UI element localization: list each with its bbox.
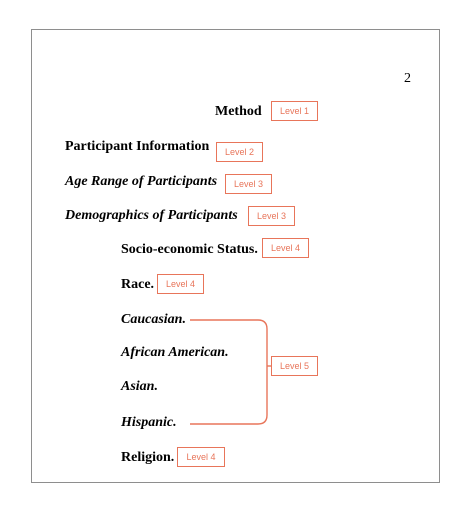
heading-method: Method [215,104,262,119]
heading-caucasian: Caucasian. [121,312,186,327]
heading-hispanic: Hispanic. [121,415,177,430]
heading-religion: Religion. [121,450,175,465]
level-1-tag: Level 1 [271,101,318,121]
level-2-tag: Level 2 [216,142,263,162]
level-3-tag-demographics: Level 3 [248,206,295,226]
level-4-tag-socioeconomic: Level 4 [262,238,309,258]
level-4-tag-religion: Level 4 [177,447,225,467]
heading-participant-information: Participant Information [65,139,210,154]
heading-race: Race. [121,277,155,292]
level-4-tag-race: Level 4 [157,274,204,294]
level-3-tag-age-range: Level 3 [225,174,272,194]
heading-african-american: African American. [121,345,229,360]
heading-demographics: Demographics of Participants [65,208,238,223]
level-5-tag: Level 5 [271,356,318,376]
page-number: 2 [404,71,411,86]
heading-socioeconomic-status: Socio-economic Status. [121,242,258,257]
heading-age-range: Age Range of Participants [65,174,218,189]
heading-asian: Asian. [121,379,158,394]
